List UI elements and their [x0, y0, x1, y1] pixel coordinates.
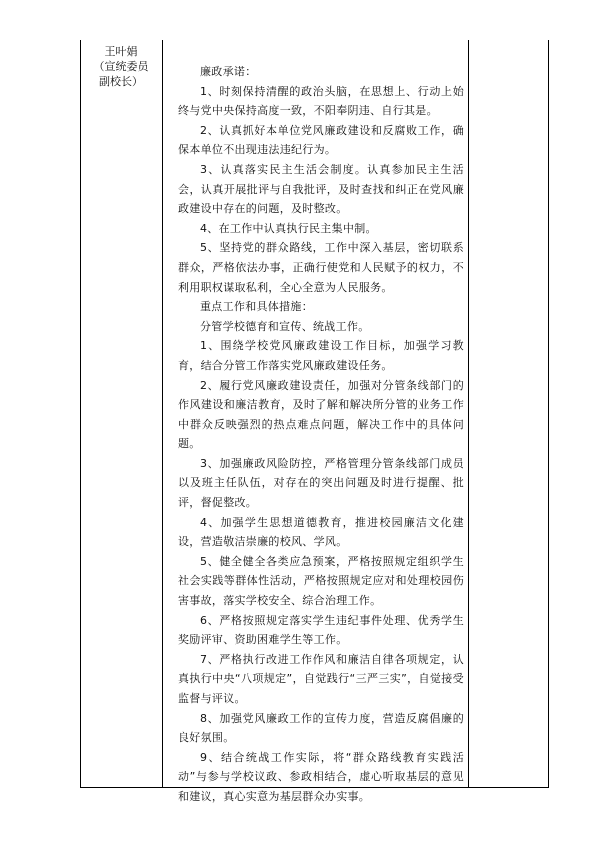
person-name: 王叶娟: [104, 45, 138, 58]
commitment-heading: 廉政承诺：: [200, 65, 257, 78]
table-left-border: [80, 40, 81, 788]
table-divider-1: [162, 40, 163, 788]
measure-item: 7、严格执行改进工作作风和廉洁自律各项规定，认真执行中央“八项规定”，自觉践行“三严三实”，自觉接受监督与评议。: [178, 652, 464, 705]
table-right-border: [548, 40, 549, 788]
measure-item: 3、加强廉政风险防控，严格管理分管条线部门成员以及班主任队伍，对存在的突出问题及时进行提醒、批评，督促整改。: [178, 456, 464, 510]
measure-item: 4、加强学生思想道德教育，推进校园廉洁文化建设，营造敬洁崇廉的校风、学风。: [178, 515, 464, 549]
measure-item: 5、健全健全各类应急预案，严格按照规定组织学生社会实践等群体性活动，严格按照规定应对和处理校园伤害事故，落实学校安全、综合治理工作。: [178, 554, 464, 608]
measure-item: 1、围绕学校党风廉政建设工作目标，加强学习教育，结合分管工作落实党风廉政建设任务。: [178, 339, 464, 372]
name-cell: [84, 44, 158, 89]
remarks-cell: [469, 40, 548, 787]
content-cell: [178, 62, 464, 807]
measure-item: 8、加强党风廉政工作的宣传力度，营造反腐倡廉的良好氛围。: [178, 711, 464, 745]
measure-item: 9、结合统战工作实际，将“群众路线教育实践活动”与参与学校议政、参政相结合，虚心听取基层的意见和建议，真心实意为基层群众办实事。: [178, 750, 464, 803]
commitment-item: 1、时刻保持清醒的政治头脑，在思想上、行动上始终与党中央保持高度一致，不阳奉阴违、自行其是。: [178, 84, 464, 118]
commitment-item: 5、坚持党的群众路线，工作中深入基层，密切联系群众，严格依法办事，正确行使党和人民赋予的权力，不利用职权谋取私利，全心全意为人民服务。: [178, 241, 464, 294]
commitment-item: 2、认真抓好本单位党风廉政建设和反腐败工作，确保本单位不出现违法违纪行为。: [178, 123, 464, 157]
person-role-line2: 副校长）: [99, 75, 143, 88]
duties-line: 分管学校德育和宣传、统战工作。: [200, 319, 370, 333]
measures-heading: 重点工作和具体措施：: [200, 300, 313, 314]
commitment-item: 4、在工作中认真执行民主集中制。: [200, 221, 377, 235]
person-role-line1: （宣统委员: [93, 60, 149, 73]
commitment-item: 3、认真落实民主生活会制度。认真参加民主生活会，认真开展批评与自我批评，及时查找和纠正在党风廉政建设中存在的问题，及时整改。: [178, 162, 464, 216]
measure-item: 2、履行党风廉政建设责任，加强对分管条线部门的作风建设和廉洁教育，及时了解和解决所分管的业务工作中群众反映强烈的热点难点问题，解决工作中的具体问题。: [178, 378, 464, 451]
measure-item: 6、严格按照规定落实学生违纪事件处理、优秀学生奖励评审、资助困难学生等工作。: [178, 613, 464, 647]
